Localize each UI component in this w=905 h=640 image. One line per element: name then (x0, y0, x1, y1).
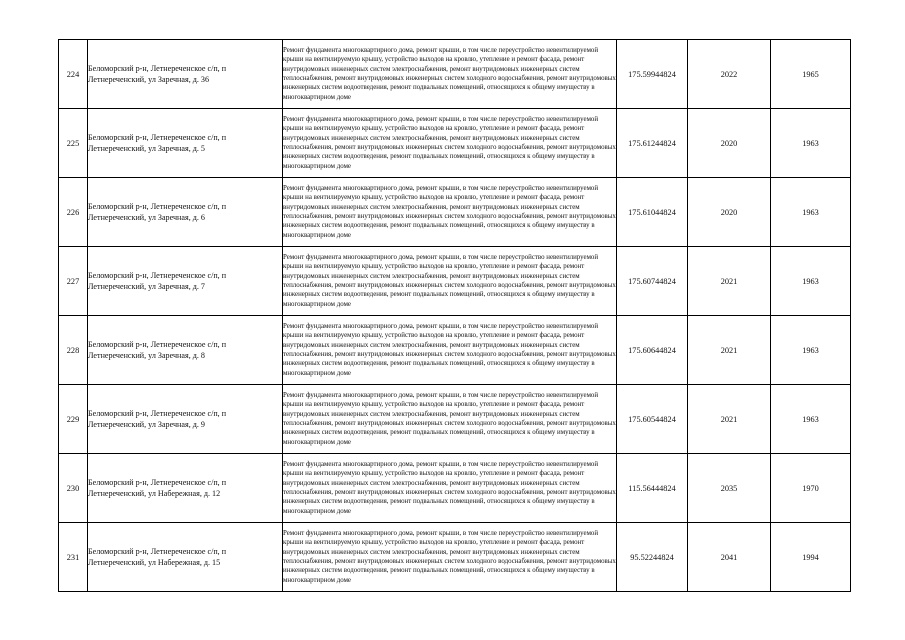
planned-year-cell: 2035 (688, 454, 771, 523)
cost-cell: 175.60544824 (617, 385, 688, 454)
works-text: Ремонт фундамента многоквартирного дома, ремонт крыши, в том числе переустройство невентилируемой крыши на вентилируемую крышу, устройство выходов на кровлю, утепление и ремонт фасада, ремонт внутридомовых инженерных систем электроснабжения, ремонт внутридомовых инженерных систем теплоснабжения, ремонт внутридомовых инженерных систем холодного водоснабжения, ремонт внутридомовых инженерных систем водоотведения, ремонт подвальных помещений, относящихся к общему имуществу в многоквартирном доме (283, 184, 616, 239)
row-number: 225 (59, 109, 88, 178)
works-cell (283, 178, 617, 247)
build-year-cell: 1963 (771, 316, 851, 385)
works-cell (283, 40, 617, 109)
row-number: 227 (59, 247, 88, 316)
address-cell: Беломорский р-н, Летнереченское с/п, п Летнереченский, ул Заречная, д. 5 (88, 109, 283, 178)
works-cell (283, 247, 617, 316)
row-number: 230 (59, 454, 88, 523)
table-row (59, 40, 851, 109)
planned-year-cell: 2021 (688, 316, 771, 385)
repair-schedule-table (58, 39, 851, 592)
address-cell: Беломорский р-н, Летнереченское с/п, п Летнереченский, ул Заречная, д. 7 (88, 247, 283, 316)
planned-year-cell: 2020 (688, 109, 771, 178)
build-year-cell: 1963 (771, 109, 851, 178)
row-number: 231 (59, 523, 88, 592)
cost-cell: 175.61044824 (617, 178, 688, 247)
table-row (59, 385, 851, 454)
cost-cell: 115.56444824 (617, 454, 688, 523)
works-cell (283, 109, 617, 178)
table-row (59, 178, 851, 247)
table-row (59, 523, 851, 592)
build-year-cell: 1970 (771, 454, 851, 523)
row-number: 228 (59, 316, 88, 385)
cost-cell: 175.61244824 (617, 109, 688, 178)
row-number: 229 (59, 385, 88, 454)
works-text: Ремонт фундамента многоквартирного дома, ремонт крыши, в том числе переустройство невентилируемой крыши на вентилируемую крышу, устройство выходов на кровлю, утепление и ремонт фасада, ремонт внутридомовых инженерных систем электроснабжения, ремонт внутридомовых инженерных систем теплоснабжения, ремонт внутридомовых инженерных систем холодного водоснабжения, ремонт внутридомовых инженерных систем водоотведения, ремонт подвальных помещений, относящихся к общему имуществу в многоквартирном доме (283, 391, 616, 446)
table-row (59, 109, 851, 178)
address-cell: Беломорский р-н, Летнереченское с/п, п Летнереченский, ул Набережная, д. 12 (88, 454, 283, 523)
address-cell: Беломорский р-н, Летнереченское с/п, п Летнереченский, ул Заречная, д. 9 (88, 385, 283, 454)
works-cell (283, 523, 617, 592)
table-row (59, 454, 851, 523)
planned-year-cell: 2021 (688, 247, 771, 316)
build-year-cell: 1965 (771, 40, 851, 109)
works-text: Ремонт фундамента многоквартирного дома, ремонт крыши, в том числе переустройство невентилируемой крыши на вентилируемую крышу, устройство выходов на кровлю, утепление и ремонт фасада, ремонт внутридомовых инженерных систем электроснабжения, ремонт внутридомовых инженерных систем теплоснабжения, ремонт внутридомовых инженерных систем холодного водоснабжения, ремонт внутридомовых инженерных систем водоотведения, ремонт подвальных помещений, относящихся к общему имуществу в многоквартирном доме (283, 115, 616, 170)
works-text: Ремонт фундамента многоквартирного дома, ремонт крыши, в том числе переустройство невентилируемой крыши на вентилируемую крышу, устройство выходов на кровлю, утепление и ремонт фасада, ремонт внутридомовых инженерных систем электроснабжения, ремонт внутридомовых инженерных систем теплоснабжения, ремонт внутридомовых инженерных систем холодного водоснабжения, ремонт внутридомовых инженерных систем водоотведения, ремонт подвальных помещений, относящихся к общему имуществу в многоквартирном доме (283, 46, 616, 101)
table-body (59, 40, 851, 592)
planned-year-cell: 2020 (688, 178, 771, 247)
row-number: 226 (59, 178, 88, 247)
works-text: Ремонт фундамента многоквартирного дома, ремонт крыши, в том числе переустройство невентилируемой крыши на вентилируемую крышу, устройство выходов на кровлю, утепление и ремонт фасада, ремонт внутридомовых инженерных систем электроснабжения, ремонт внутридомовых инженерных систем теплоснабжения, ремонт внутридомовых инженерных систем холодного водоснабжения, ремонт внутридомовых инженерных систем водоотведения, ремонт подвальных помещений, относящихся к общему имуществу в многоквартирном доме (283, 460, 616, 515)
cost-cell: 175.60744824 (617, 247, 688, 316)
works-text: Ремонт фундамента многоквартирного дома, ремонт крыши, в том числе переустройство невентилируемой крыши на вентилируемую крышу, устройство выходов на кровлю, утепление и ремонт фасада, ремонт внутридомовых инженерных систем электроснабжения, ремонт внутридомовых инженерных систем теплоснабжения, ремонт внутридомовых инженерных систем холодного водоснабжения, ремонт внутридомовых инженерных систем водоотведения, ремонт подвальных помещений, относящихся к общему имуществу в многоквартирном доме (283, 253, 616, 308)
table-row (59, 316, 851, 385)
address-cell: Беломорский р-н, Летнереченское с/п, п Летнереченский, ул Заречная, д. 8 (88, 316, 283, 385)
cost-cell: 175.59944824 (617, 40, 688, 109)
cost-cell: 95.52244824 (617, 523, 688, 592)
planned-year-cell: 2021 (688, 385, 771, 454)
build-year-cell: 1963 (771, 247, 851, 316)
build-year-cell: 1994 (771, 523, 851, 592)
works-text: Ремонт фундамента многоквартирного дома, ремонт крыши, в том числе переустройство невентилируемой крыши на вентилируемую крышу, устройство выходов на кровлю, утепление и ремонт фасада, ремонт внутридомовых инженерных систем электроснабжения, ремонт внутридомовых инженерных систем теплоснабжения, ремонт внутридомовых инженерных систем холодного водоснабжения, ремонт внутридомовых инженерных систем водоотведения, ремонт подвальных помещений, относящихся к общему имуществу в многоквартирном доме (283, 529, 616, 584)
table-row (59, 247, 851, 316)
works-cell (283, 385, 617, 454)
planned-year-cell: 2022 (688, 40, 771, 109)
works-cell (283, 454, 617, 523)
works-cell (283, 316, 617, 385)
build-year-cell: 1963 (771, 385, 851, 454)
planned-year-cell: 2041 (688, 523, 771, 592)
works-text: Ремонт фундамента многоквартирного дома, ремонт крыши, в том числе переустройство невентилируемой крыши на вентилируемую крышу, устройство выходов на кровлю, утепление и ремонт фасада, ремонт внутридомовых инженерных систем электроснабжения, ремонт внутридомовых инженерных систем теплоснабжения, ремонт внутридомовых инженерных систем холодного водоснабжения, ремонт внутридомовых инженерных систем водоотведения, ремонт подвальных помещений, относящихся к общему имуществу в многоквартирном доме (283, 322, 616, 377)
row-number: 224 (59, 40, 88, 109)
address-cell: Беломорский р-н, Летнереченское с/п, п Летнереченский, ул Заречная, д. 36 (88, 40, 283, 109)
build-year-cell: 1963 (771, 178, 851, 247)
address-cell: Беломорский р-н, Летнереченское с/п, п Летнереченский, ул Набережная, д. 15 (88, 523, 283, 592)
cost-cell: 175.60644824 (617, 316, 688, 385)
address-cell: Беломорский р-н, Летнереченское с/п, п Летнереченский, ул Заречная, д. 6 (88, 178, 283, 247)
